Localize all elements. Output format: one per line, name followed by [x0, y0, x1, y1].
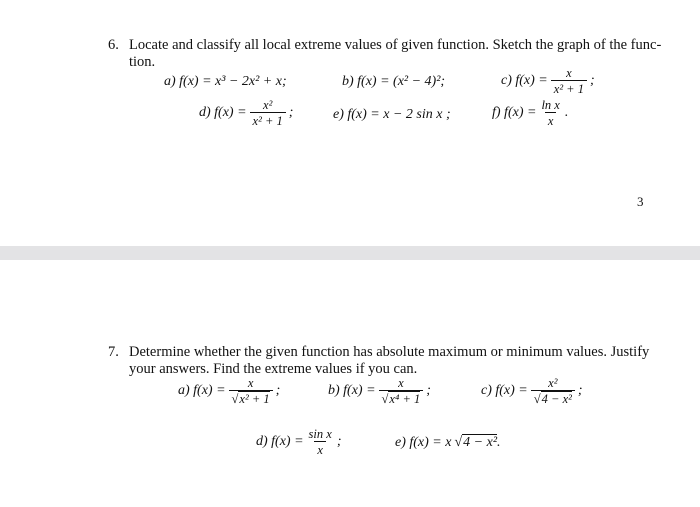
problem-6d-tail: ; [288, 105, 294, 120]
problem-7a-numerator: x [247, 376, 254, 390]
problem-7a [178, 376, 280, 406]
problem-7c-numerator: x² [548, 376, 558, 390]
problem-7c-fraction [531, 376, 575, 406]
problem-6c [501, 66, 595, 96]
document-page-2 [0, 260, 700, 507]
problem-7b-fraction [379, 376, 424, 406]
problem-7e-root: √4 − x² [454, 435, 498, 450]
problem-6f-fraction [539, 98, 561, 128]
problem-6a-formula: a) f(x) = x³ − 2x² + x; [164, 74, 287, 89]
problem-7d-tail: ; [336, 434, 342, 449]
problem-7e [395, 435, 501, 451]
problem-6b-formula: b) f(x) = (x² − 4)²; [342, 74, 446, 89]
problem-7-text-line2: your answers. Find the extreme values if you can. [129, 361, 418, 377]
problem-7d-fraction [307, 427, 334, 457]
problem-7c-radicand: 4 − x² [541, 392, 572, 406]
problem-6f-denominator: x [545, 112, 557, 128]
problem-6d-label: d) f(x) = [199, 105, 247, 120]
problem-6d-denominator: x² + 1 [250, 112, 286, 128]
problem-6c-numerator: x [566, 66, 572, 80]
problem-6f [492, 98, 568, 128]
problem-6a [164, 74, 287, 90]
problem-7e-label: e) f(x) = x [395, 435, 452, 450]
problem-6c-denominator: x² + 1 [551, 80, 587, 96]
problem-6f-numerator: ln x [541, 98, 560, 112]
problem-7b-label: b) f(x) = [328, 383, 376, 398]
problem-6-text-line1: Locate and classify all local extreme values of given function. Sketch the graph of the func- [129, 37, 662, 53]
problem-6c-tail: ; [590, 73, 595, 88]
problem-7d-denominator: x [314, 441, 326, 457]
problem-6c-label: c) f(x) = [501, 73, 548, 88]
problem-6f-label: f) f(x) = [492, 105, 537, 120]
problem-7b-radicand: x⁴ + 1 [389, 392, 421, 406]
problem-7d-numerator: sin x [308, 427, 332, 441]
problem-6e [333, 107, 451, 123]
problem-6c-fraction [551, 66, 587, 96]
problem-6d-numerator: x² [263, 98, 273, 112]
problem-7-number: 7. [108, 344, 119, 360]
problem-7a-tail: ; [275, 383, 281, 398]
problem-6-text-line2: tion. [129, 54, 156, 70]
problem-7b-numerator: x [398, 376, 404, 390]
problem-6-number: 6. [108, 37, 119, 53]
problem-7d [256, 427, 341, 457]
problem-7a-radicand: x² + 1 [239, 392, 270, 406]
document-page-1 [0, 0, 700, 246]
problem-7e-radicand: 4 − x² [463, 435, 498, 450]
problem-7c-label: c) f(x) = [481, 383, 528, 398]
problem-7a-denominator: √x² + 1 [229, 390, 273, 406]
problem-7d-label: d) f(x) = [256, 434, 304, 449]
problem-7-text-line1: Determine whether the given function has absolute maximum or minimum values. Justify [129, 344, 650, 360]
problem-7c-tail: ; [577, 383, 583, 398]
problem-6d [199, 98, 293, 128]
problem-7b-denominator: √x⁴ + 1 [379, 390, 424, 406]
problem-7e-tail: . [497, 435, 501, 450]
problem-6f-tail: . [564, 105, 569, 120]
problem-7a-label: a) f(x) = [178, 383, 226, 398]
problem-7c [481, 376, 583, 406]
problem-7a-fraction [229, 376, 273, 406]
problem-6d-fraction [250, 98, 286, 128]
problem-7b-tail: ; [426, 383, 431, 398]
problem-7b [328, 376, 431, 406]
problem-6b [342, 74, 445, 90]
page-number: 3 [637, 194, 644, 209]
problem-7c-denominator: √4 − x² [531, 390, 575, 406]
problem-6e-formula: e) f(x) = x − 2 sin x ; [333, 107, 451, 122]
